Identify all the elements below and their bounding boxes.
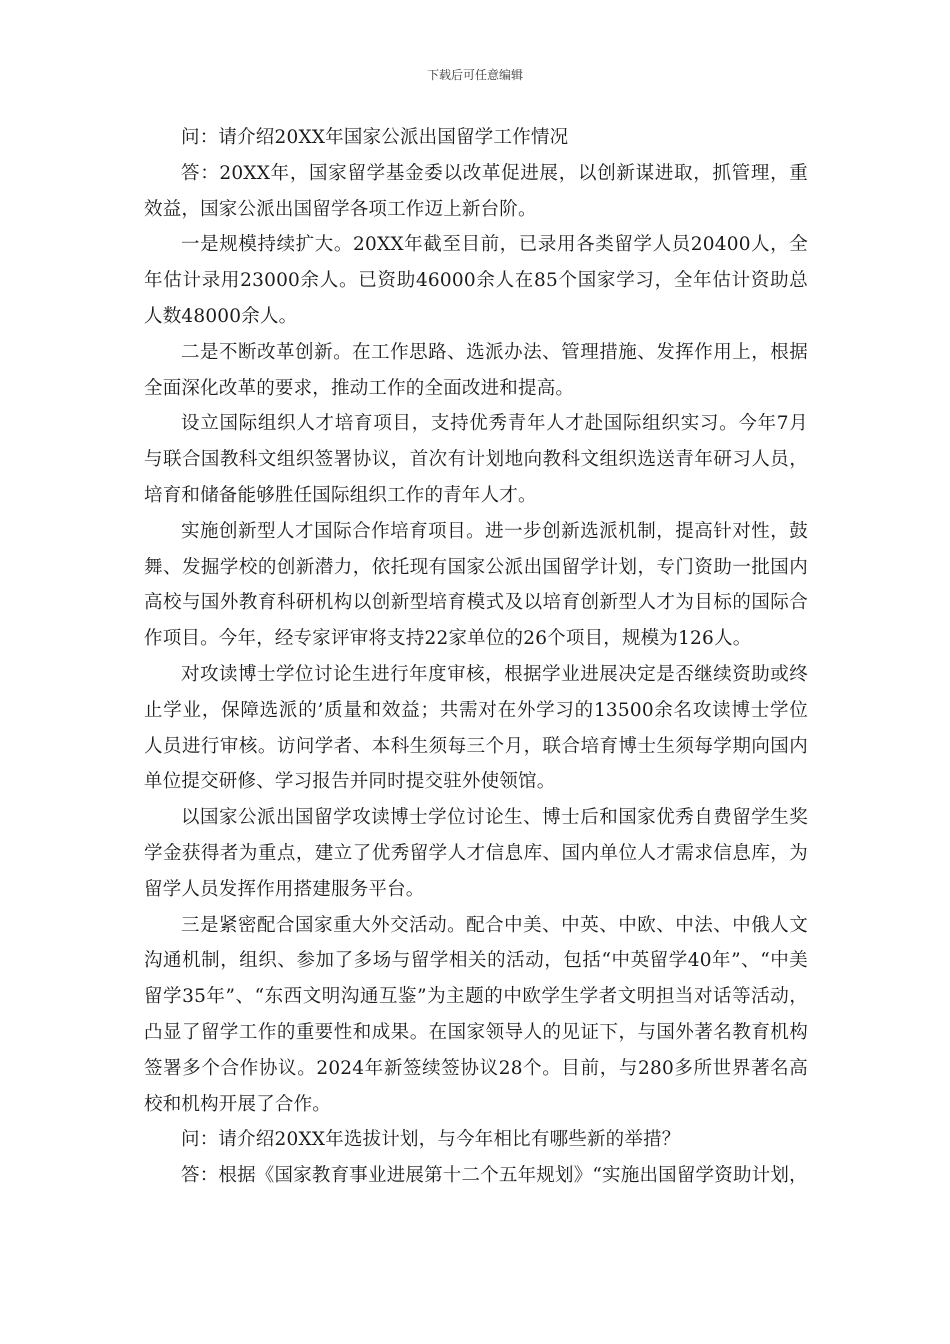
document-body [144,120,808,1194]
paragraph-talent-db: 以国家公派出国留学攻读博士学位讨论生、博士后和国家优秀自费留学生奖学金获得者为重点，建立了优秀留学人才信息库、国内单位人才需求信息库，为留学人员发挥作用搭建服务平台。 [144,807,808,900]
paragraph-answer-1: 答：20XX年，国家留学基金委以改革促进展，以创新谋进取，抓管理，重效益，国家公派出国留学各项工作迈上新台阶。 [144,162,808,220]
paragraph-intl-org: 设立国际组织人才培育项目，支持优秀青年人才赴国际组织实习。今年7月与联合国教科文组织签署协议，首次有计划地向教科文组织选送青年研习人员，培育和储备能够胜任国际组织工作的青年人才。 [144,413,808,506]
paragraph-innovation: 实施创新型人才国际合作培育项目。进一步创新选派机制，提高针对性，鼓舞、发掘学校的创新潜力，依托现有国家公派出国留学计划，专门资助一批国内高校与国外教育科研机构以创新型培育模式及以培育创新型人才为目标的国际合作项目。今年，经专家评审将支持22家单位的26个项目，规模为126人。 [144,520,808,650]
paragraph-diplomacy: 三是紧密配合国家重大外交活动。配合中美、中英、中欧、中法、中俄人文沟通机制，组织、参加了多场与留学相关的活动，包括“中英留学40年”、“中美留学35年”、“东西文明沟通互鉴”为主题的中欧学生学者文明担当对话等活动，凸显了留学工作的重要性和成果。在国家领导人的见证下，与国外著名教育机构签署多个合作协议。2024年新签续签协议28个。目前，与280多所世界著名高校和机构开展了合作。 [144,914,808,1115]
paragraph-answer-2: 答：根据《国家教育事业进展第十二个五年规划》“实施出国留学资助计划， [181,1165,808,1187]
paragraph-scale: 一是规模持续扩大。20XX年截至目前，已录用各类留学人员20400人，全年估计录用23000余人。已资助46000余人在85个国家学习，全年估计资助总人数48000余人。 [144,234,808,327]
paragraph-question-1: 问：请介绍20XX年国家公派出国留学工作情况 [181,127,569,148]
paragraph-phd-review: 对攻读博士学位讨论生进行年度审核，根据学业进展决定是否继续资助或终止学业，保障选派的’质量和效益；共需对在外学习的13500余名攻读博士学位人员进行审核。访问学者、本科生须每三个月，联合培育博士生须每学期向国内单位提交研修、学习报告并同时提交驻外使领馆。 [144,663,808,793]
paragraph-question-2: 问：请介绍20XX年选拔计划，与今年相比有哪些新的举措？ [181,1129,681,1151]
page-header: 下载后可任意编辑 [426,68,523,82]
paragraph-reform: 二是不断改革创新。在工作思路、选派办法、管理措施、发挥作用上，根据全面深化改革的要求，推动工作的全面改进和提高。 [144,341,808,399]
